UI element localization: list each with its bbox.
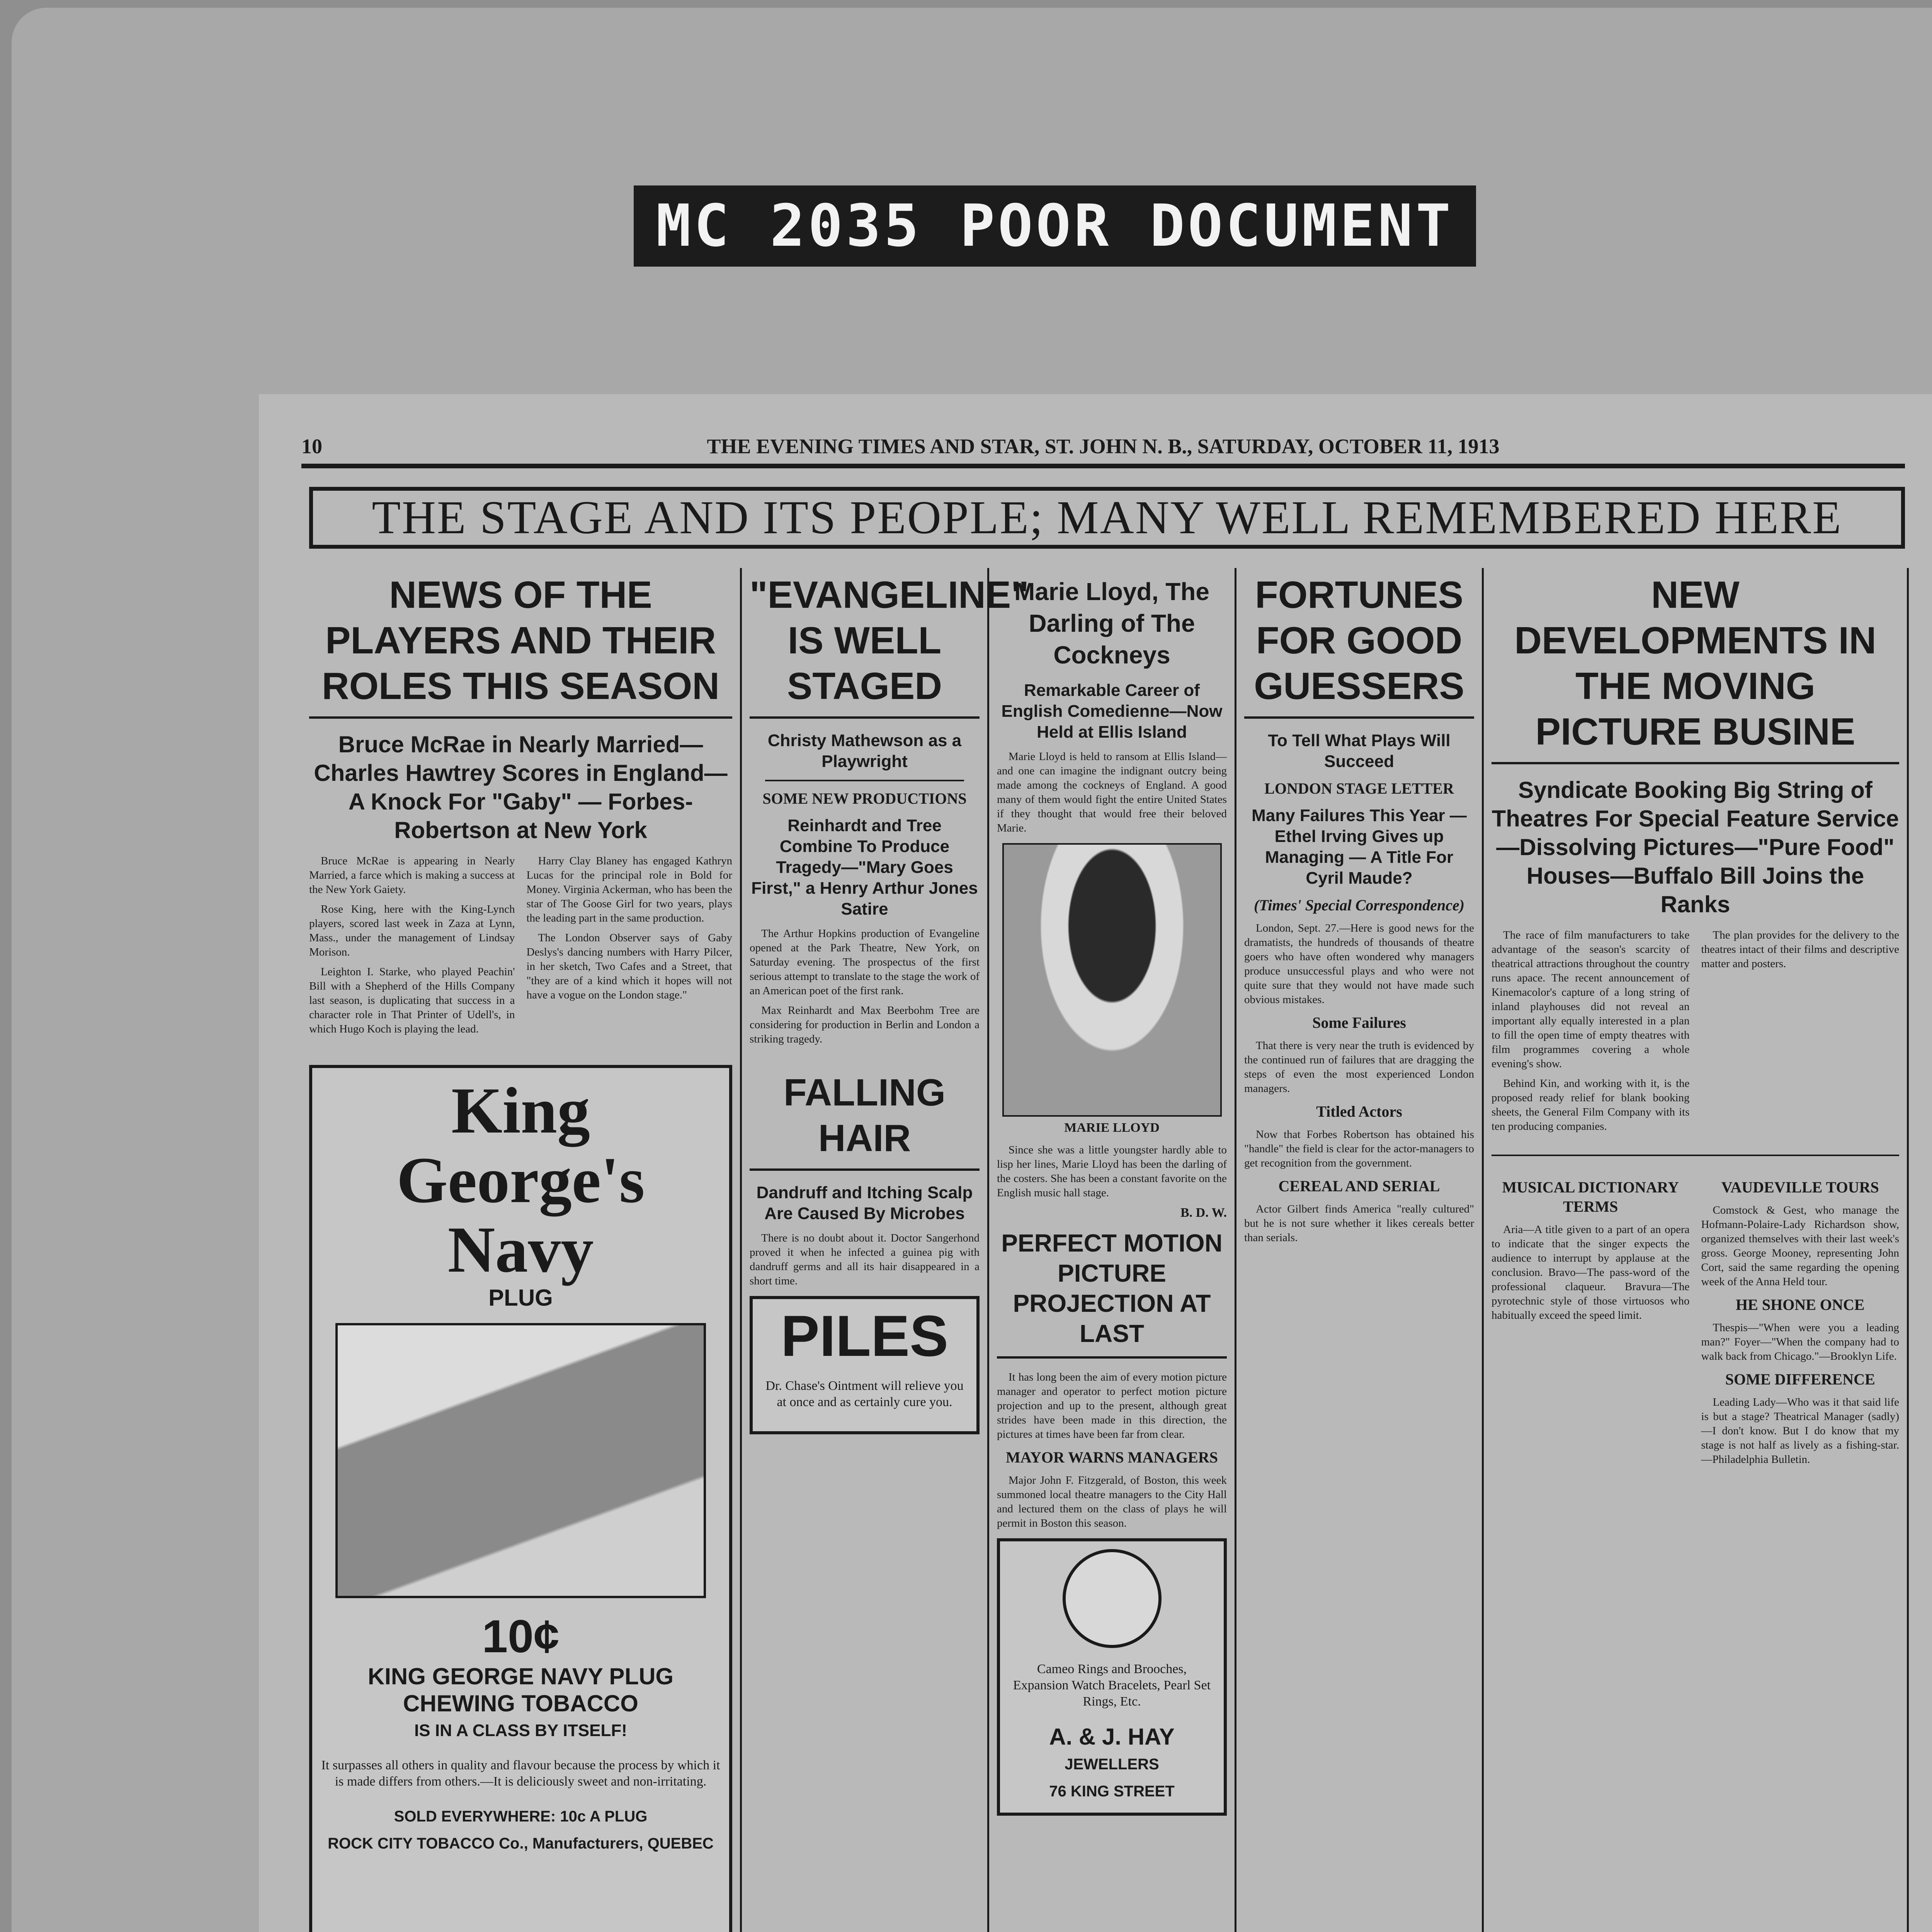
ad-jewel-trade: JEWELLERS xyxy=(1065,1756,1159,1773)
ad-piles xyxy=(750,1296,980,1434)
col3-paragraph: Major John F. Fitzgerald, of Boston, this week summoned local theatre managers to the City Hall and lectured them on the class of plays he will permit in Boston this season. xyxy=(997,1474,1227,1529)
col2-paragraph: There is no doubt about it. Doctor Sangerhond proved it when he infected a guinea pig with dandruff germs and all its hair disappeared in a short time. xyxy=(750,1232,980,1287)
col5-paragraph: The plan provides for the delivery to the theatres intact of their films and descriptive matter and posters. xyxy=(1701,929,1899,970)
folio-line xyxy=(301,429,1905,468)
col5-paragraph: Behind Kin, and working with it, is the proposed ready relief for blank booking sheets, the General Film Company with its ten producing companies. xyxy=(1492,1077,1690,1133)
column-evangeline xyxy=(742,568,1029,1932)
col4-paragraph: Now that Forbes Robertson has obtained his "handle" the field is clear for the actor-managers to get recognition from the government. xyxy=(1244,1128,1474,1169)
col4-title: FORTUNES FOR GOOD GUESSERS xyxy=(1244,572,1474,719)
col3-title: Marie Lloyd, The Darling of The Cockneys xyxy=(1014,578,1209,669)
divider xyxy=(1492,1155,1899,1156)
col3-subtitle: Remarkable Career of English Comedienne—Now Held at Ellis Island xyxy=(1001,681,1223,742)
poor-document-banner: MC 2035 POOR DOCUMENT xyxy=(634,185,1476,267)
divider xyxy=(765,780,964,781)
col2-subtitle2: Reinhardt and Tree Combine To Produce Tragedy—"Mary Goes First," a Henry Arthur Jones Satire xyxy=(751,816,978,918)
col5-kicker-right2: HE SHONE ONCE xyxy=(1736,1296,1865,1313)
col5-paragraph: The race of film manufacturers to take advantage of the season's scarcity of theatrical attractions throughout the country runs apace. The recent announcement of Kinemacolor's capture of a long string of inland playhouses did not reveal an important ally equally interested in a plan to fill the open time of empty theatres with film programmes covering a whole evening's show. xyxy=(1492,929,1690,1070)
col4-byline: (Times' Special Correspondence) xyxy=(1253,896,1465,914)
ad-jewel-lines: Cameo Rings and Brooches, Expansion Watch Bracelets, Pearl Set Rings, Etc. xyxy=(1013,1662,1211,1709)
ad-piles-title: PILES xyxy=(781,1303,949,1368)
col4-kicker2: Some Failures xyxy=(1312,1014,1406,1031)
col4-paragraph: Actor Gilbert finds America "really cultured" but he is not sure whether it likes cereals better than serials. xyxy=(1244,1203,1474,1244)
col5-lower-columns xyxy=(1492,1172,1899,1472)
col2-title: "EVANGELINE" IS WELL STAGED xyxy=(750,572,980,719)
ad-kg-text: It surpasses all others in quality and flavour because the process by which it is made differs from others.—It is deliciously sweet and non-irritating. xyxy=(321,1758,720,1789)
column-fortunes xyxy=(1236,568,1484,1932)
ad-jewel-address: 76 KING STREET xyxy=(1049,1783,1175,1800)
col3-signature: B. D. W. xyxy=(1180,1206,1227,1220)
col5-kicker-right: VAUDEVILLE TOURS xyxy=(1721,1179,1879,1196)
folio-text: THE EVENING TIMES AND STAR, ST. JOHN N. B., SATURDAY, OCTOBER 11, 1913 xyxy=(707,435,1500,458)
col5-text-columns xyxy=(1492,928,1899,1139)
col1-paragraph: Rose King, here with the King-Lynch players, scored last week in Zaza at Lynn, Mass., under the management of Lindsay Morison. xyxy=(309,903,515,958)
tobacco-plug-illustration xyxy=(335,1323,706,1598)
col2-kicker: SOME NEW PRODUCTIONS xyxy=(762,790,967,807)
ad-kg-name: KING GEORGE NAVY PLUG CHEWING TOBACCO xyxy=(367,1663,674,1716)
ad-kg-price: 10¢ xyxy=(482,1611,560,1662)
col1-paragraph: Harry Clay Blaney has engaged Kathryn Lucas for the principal role in Bold for Money. Virginia Ackerman, who has been the star of The Goose Girl for two years, plays the leading part in the same production. xyxy=(526,855,732,924)
col4-paragraph: That there is very near the truth is evidenced by the continued run of failures that are dragging the steps of even the most experienced London managers. xyxy=(1244,1039,1474,1095)
page-headline: THE STAGE AND ITS PEOPLE; MANY WELL REMEMBERED HERE xyxy=(309,487,1905,549)
col3-kicker2: MAYOR WARNS MANAGERS xyxy=(1006,1449,1218,1466)
column-marie-lloyd xyxy=(989,568,1236,1932)
ad-jewellers xyxy=(997,1538,1227,1816)
col5-kicker-right3: SOME DIFFERENCE xyxy=(1725,1371,1875,1388)
portrait-caption: MARIE LLOYD xyxy=(1064,1121,1160,1135)
ad-jewel-name: A. & J. HAY xyxy=(1049,1724,1175,1750)
page-number: 10 xyxy=(301,435,322,458)
col4-subtitle: To Tell What Plays Will Succeed xyxy=(1268,731,1451,771)
col2-title2: FALLING HAIR xyxy=(750,1070,980,1171)
col3-paragraph: Since she was a little youngster hardly able to lisp her lines, Marie Lloyd has been the darling of the costers. She has been a constant favorite on the English music hall stage. xyxy=(997,1144,1227,1199)
ad-kg-sold: SOLD EVERYWHERE: 10c A PLUG xyxy=(394,1808,648,1825)
ad-king-george-navy xyxy=(309,1065,732,1932)
col5-paragraph: Thespis—"When were you a leading man?" Foyer—"When the company had to walk back from Chicago."—Brooklyn Life. xyxy=(1701,1321,1899,1362)
col2-subtitle3: Dandruff and Itching Scalp Are Caused By Microbes xyxy=(756,1183,973,1223)
col1-title: NEWS OF THE PLAYERS AND THEIR ROLES THIS SEASON xyxy=(309,572,732,719)
ad-kg-tag: IS IN A CLASS BY ITSELF! xyxy=(414,1721,627,1740)
col2-paragraph: Max Reinhardt and Max Beerbohm Tree are considering for production in Berlin and London a striking tragedy. xyxy=(750,1004,980,1045)
col4-paragraph: London, Sept. 27.—Here is good news for the dramatists, the hundreds of thousands of theatre goers who have often wondered why managers produce unsuccessful plays and who were not quite sure that they would not have made such obvious mistakes. xyxy=(1244,922,1474,1006)
column-moving-pictures xyxy=(1484,568,1909,1932)
col2-subtitle: Christy Mathewson as a Playwright xyxy=(767,731,962,771)
col4-kicker: LONDON STAGE LETTER xyxy=(1264,780,1454,797)
marie-lloyd-portrait xyxy=(1002,843,1222,1117)
col1-paragraph: Bruce McRae is appearing in Nearly Married, a farce which is making a success at the New York Gaiety. xyxy=(309,855,515,896)
col1-paragraph: Leighton I. Starke, who played Peachin' Bill with a Shepherd of the Hills Company last season, is duplicating that success in a character role in That Printer of Udell's, in which Hugo Koch is playing the lead. xyxy=(309,966,515,1035)
newspaper-page xyxy=(259,394,1932,1932)
col4-subtitle2: Many Failures This Year — Ethel Irving Gives up Managing — A Title For Cyril Maude? xyxy=(1252,806,1467,888)
ad-piles-text: Dr. Chase's Ointment will relieve you at once and as certainly cure you. xyxy=(765,1379,964,1409)
col3-title2: PERFECT MOTION PICTURE PROJECTION AT LAST xyxy=(997,1228,1227,1359)
col2-paragraph: The Arthur Hopkins production of Evangeline opened at the Park Theatre, New York, on Saturday evening. The prospectus of the first serious attempt to translate to the stage the work of an American poet of the first rank. xyxy=(750,927,980,997)
col5-kicker-left: MUSICAL DICTIONARY TERMS xyxy=(1502,1179,1679,1215)
ad-kg-maker: ROCK CITY TOBACCO Co., Manufacturers, QUEBEC xyxy=(328,1835,714,1852)
cameo-brooch-illustration xyxy=(1063,1549,1162,1648)
col3-paragraph: Marie Lloyd is held to ransom at Ellis Island—and one can imagine the indignant outcry being made among the cockneys of England. A good many of them would fight the entire United States if they thought that would free their beloved Marie. xyxy=(997,750,1227,834)
col5-paragraph: Leading Lady—Who was it that said life is but a stage? Theatrical Manager (sadly)—I don't know. But I do know that my stage is not half as lively as a fishing-star.—Philadelphia Bulletin. xyxy=(1701,1396,1899,1466)
col5-title: NEW DEVELOPMENTS IN THE MOVING PICTURE BUSINE xyxy=(1492,572,1899,764)
col5-paragraph: Aria—A title given to a part of an opera to indicate that the singer expects the audience to interrupt by applause at the conclusion. Bravo—The pass-word of the professional claqueur. Bravura—The pyrotechnic style of those virtuosos who habitually exceed the speed limit. xyxy=(1492,1223,1690,1321)
col5-subtitle: Syndicate Booking Big String of Theatres For Special Feature Service—Dissolving Pictures—"Pure Food" Houses—Buffalo Bill Joins the Ranks xyxy=(1492,777,1899,917)
ad-kg-plug: PLUG xyxy=(488,1285,553,1311)
col3-paragraph: It has long been the aim of every motion picture manager and operator to perfect motion picture projection and up to the present, although great strides have been made in this direction, the pictures at times have been far from clear. xyxy=(997,1371,1227,1440)
col4-kicker4: CEREAL AND SERIAL xyxy=(1278,1177,1440,1195)
col5-paragraph: Comstock & Gest, who manage the Hofmann-Polaire-Lady Richardson show, organized themselves with their last week's gross. George Mooney, representing John Cort, said the same regarding the opening week of the Anna Held tour. xyxy=(1701,1204,1899,1288)
col1-text-columns xyxy=(309,854,732,1042)
ad-kg-title: King George's Navy xyxy=(396,1074,645,1286)
col1-subtitle: Bruce McRae in Nearly Married—Charles Hawtrey Scores in England—A Knock For "Gaby" — Forbes-Robertson at New York xyxy=(314,731,728,843)
col4-kicker3: Titled Actors xyxy=(1316,1103,1402,1120)
col1-paragraph: The London Observer says of Gaby Deslys's dancing numbers with Harry Pilcer, in her sketch, Two Cafes and a Street, that "they are of a kind which it hopes will not have a vogue on the London stage." xyxy=(526,932,732,1001)
column-players xyxy=(301,568,742,1932)
